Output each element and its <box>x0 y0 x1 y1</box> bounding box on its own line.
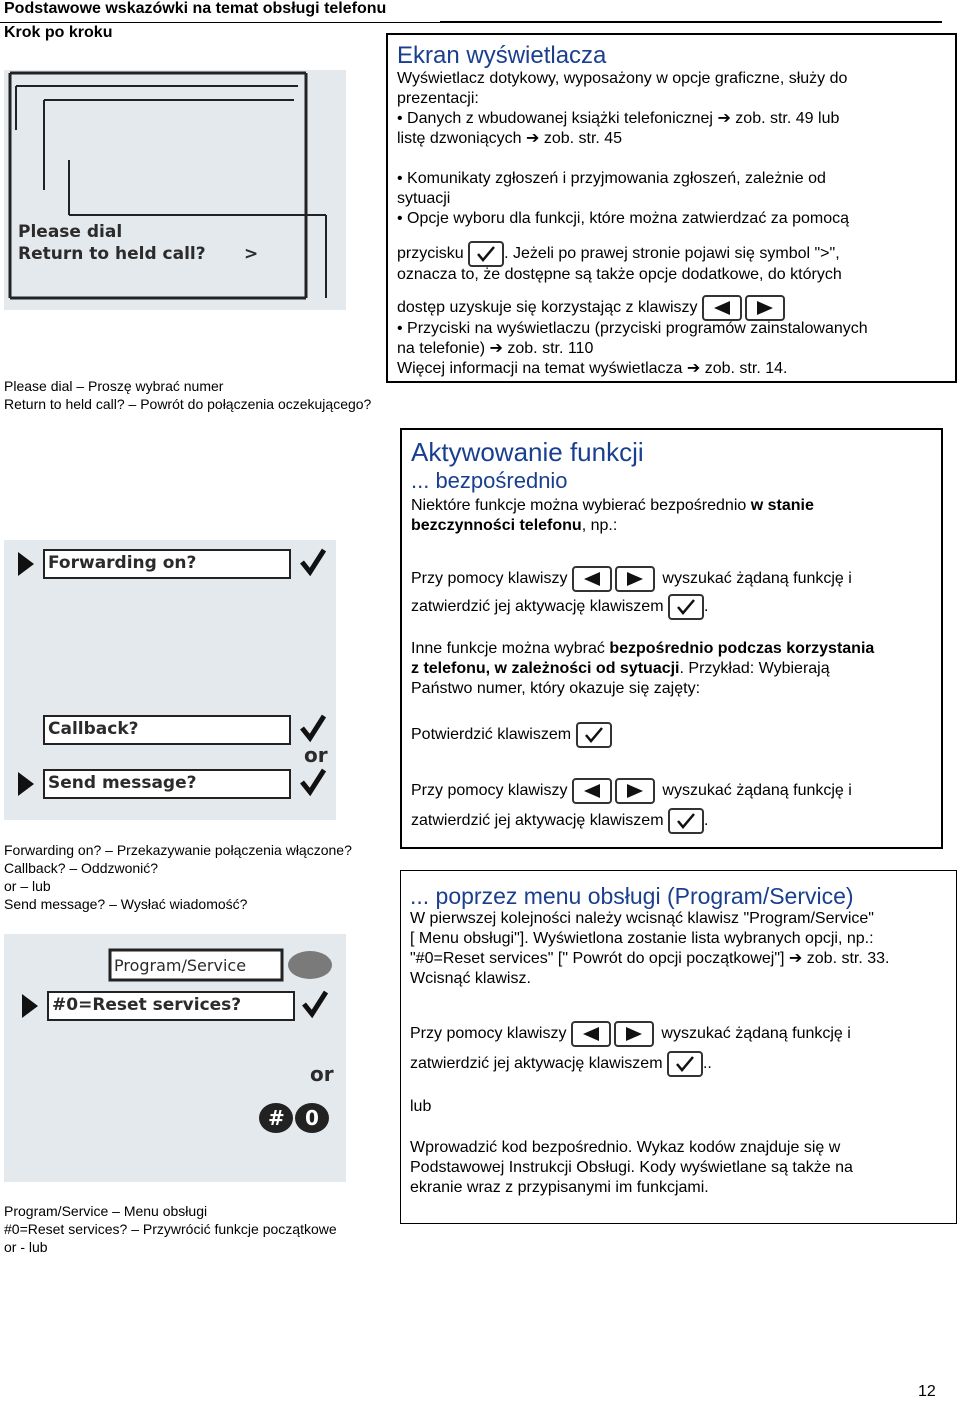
caption-or-lub: or - lub <box>4 1239 48 1255</box>
display-more-info-ref: zob. str. 14. <box>704 360 788 377</box>
search-step-text: Przy pomocy klawiszy <box>410 1025 567 1043</box>
lcd-callback: Callback? <box>48 719 139 739</box>
situational-search-step <box>411 778 852 804</box>
direct-para-bold2: bezczynności telefonu <box>411 517 582 534</box>
right-arrow-icon: ➔ <box>717 110 731 127</box>
direct-para-line1 <box>411 496 814 516</box>
display-info-box <box>386 33 957 383</box>
header-divider <box>0 22 942 23</box>
situational-text: Inne funkcje można wybrać <box>411 640 605 657</box>
situational-para-line1 <box>411 639 874 659</box>
menu-para-line1: W pierwszej kolejności należy wcisnąć klawisz "Program/Service" <box>410 910 874 927</box>
situational-bold: bezpośrednio podczas korzystania <box>609 640 875 657</box>
situational-para-line3: Państwo numer, który okazuje się zajęty: <box>411 680 701 697</box>
page-header-subtitle: Krok po kroku <box>4 24 113 41</box>
page-number: 12 <box>918 1383 936 1400</box>
bullet-options-line4 <box>397 295 788 321</box>
lcd-return-held-call: Return to held call? <box>18 244 206 264</box>
menu-para-line2: [ Menu obsługi"]. Wyświetlona zostanie lista wybranych opcji, np.: <box>410 930 874 947</box>
menu-para-ref: zob. str. 33. <box>806 950 890 967</box>
right-arrow-icon: ➔ <box>489 340 503 357</box>
left-right-arrow-keys-icon <box>572 566 658 592</box>
display-more-info-text: Więcej informacji na temat wyświetlacza <box>397 360 683 377</box>
direct-search-step <box>411 566 852 592</box>
lcd-send-message: Send message? <box>48 773 197 793</box>
bullet-options-line2 <box>397 241 840 267</box>
bullet-options: • Opcje wyboru dla funkcji, które można zatwierdzać za pomocą <box>397 210 850 227</box>
bullet-programs-line2 <box>397 339 593 359</box>
caption-please-dial: Please dial – Proszę wybrać numer <box>4 378 224 394</box>
bullet-programs-text: Przyciski na wyświetlaczu (przyciski programów zainstalowanych <box>407 320 868 337</box>
bullet-phonebook-ref: zob. str. 49 lub <box>735 110 840 127</box>
bullet-programs-text2: na telefonie) <box>397 340 486 357</box>
bullet-calllist <box>397 129 622 149</box>
bullet-options-line3: oznacza to, że dostępne są także opcje dodatkowe, do których <box>397 266 842 283</box>
direct-para-text: Niektóre funkcje można wybierać bezpośrednio <box>411 497 747 514</box>
right-arrow-icon: ➔ <box>686 360 701 377</box>
confirm-step-text: zatwierdzić jej aktywację klawiszem <box>410 1055 663 1073</box>
checkmark-key-icon <box>576 722 612 748</box>
caption-callback: Callback? – Oddzwonić? <box>4 860 159 876</box>
lcd-forwarding-on: Forwarding on? <box>48 553 197 573</box>
caption-reset-services: #0=Reset services? – Przywrócić funkcje początkowe <box>4 1221 337 1237</box>
bullet-phonebook: • Danych z wbudowanej książki telefonicznej ➔ zob. str. 49 lub <box>397 110 840 127</box>
search-step-text: Przy pomocy klawiszy <box>411 570 568 588</box>
caption-send-message: Send message? – Wysłać wiadomość? <box>4 896 248 912</box>
code-para-line1: Wprowadzić kod bezpośrednio. Wykaz kodów znajduje się w <box>410 1139 841 1156</box>
search-step-text2: wyszukać żądaną funkcję i <box>661 1025 851 1043</box>
bullet-messages-line2: sytuacji <box>397 190 451 207</box>
caption-return-held-call: Return to held call? – Powrót do połączenia oczekującego? <box>4 396 372 412</box>
bullet-messages-text: Komunikaty zgłoszeń i przyjmowania zgłoszeń, zależnie od <box>407 170 826 187</box>
caption-program-service: Program/Service – Menu obsługi <box>4 1203 208 1219</box>
checkmark-key-icon <box>468 241 504 267</box>
situational-text2: . Przykład: Wybierają <box>679 660 830 677</box>
bullet-calllist-ref: zob. str. 45 <box>543 130 623 147</box>
code-para-line3: ekranie wraz z przypisanymi im funkcjami. <box>410 1179 709 1196</box>
search-step-text2: wyszukać żądaną funkcję i <box>662 570 852 588</box>
direct-para-bold: w stanie <box>750 497 814 514</box>
left-right-arrow-keys-icon <box>572 778 658 804</box>
page-header-title: Podstawowe wskazówki na temat obsługi telefonu <box>4 0 387 17</box>
display-intro-line1: Wyświetlacz dotykowy, wyposażony w opcje graficzne, służy do <box>397 70 848 87</box>
right-arrow-icon: ➔ <box>525 130 540 147</box>
situational-para-line2 <box>411 659 830 679</box>
bullet-calllist-text: listę dzwoniących <box>397 130 522 147</box>
bullet-phonebook-text: Danych z wbudowanej książki telefonicznej <box>407 110 713 127</box>
situational-bold2: z telefonu, w zależności od sytuacji <box>411 660 680 677</box>
display-screen-illustration-3 <box>4 934 346 1182</box>
activation-menu-box <box>400 870 957 1224</box>
lcd-reset-services: #0=Reset services? <box>52 995 242 1015</box>
lcd-more-symbol: > <box>244 244 259 264</box>
menu-or-lub: lub <box>410 1098 432 1115</box>
confirm-key-text: Potwierdzić klawiszem <box>411 726 572 744</box>
menu-para-line4: Wcisnąć klawisz. <box>410 970 531 987</box>
confirm-step-text: zatwierdzić jej aktywację klawiszem <box>411 598 664 616</box>
zero-key-label: 0 <box>305 1106 319 1130</box>
code-para-line2: Podstawowej Instrukcji Obsługi. Kody wyświetlane są także na <box>410 1159 853 1176</box>
header-rule-right <box>440 21 942 22</box>
left-right-arrow-keys-icon <box>702 295 788 321</box>
bullet-options-text: Opcje wyboru dla funkcji, które można zatwierdzać za pomocą <box>407 210 850 227</box>
situational-confirm-step: zatwierdzić jej aktywację klawiszem . <box>411 808 708 834</box>
checkmark-key-icon <box>667 1051 703 1077</box>
direct-para-end: , np.: <box>581 517 618 534</box>
display-screen-illustration-1 <box>4 70 346 310</box>
direct-confirm-step: zatwierdzić jej aktywację klawiszem . <box>411 594 708 620</box>
program-service-key-label: Program/Service <box>114 956 247 975</box>
direct-subtitle: ... bezpośrednio <box>411 468 568 493</box>
hash-key-label: # <box>268 1106 285 1130</box>
menu-confirm-step: zatwierdzić jej aktywację klawiszem .. <box>410 1051 712 1077</box>
bullet-programs: • Przyciski na wyświetlaczu (przyciski programów zainstalowanych <box>397 320 868 337</box>
confirm-step-text: zatwierdzić jej aktywację klawiszem <box>411 812 664 830</box>
display-screen-illustration-2 <box>4 540 336 820</box>
direct-para-line2 <box>411 516 617 536</box>
display-more-info <box>397 359 787 379</box>
menu-para-line3 <box>410 949 889 969</box>
menu-subtitle: ... poprzez menu obsługi (Program/Service) <box>410 883 854 909</box>
lcd-frame-lines <box>4 70 346 310</box>
menu-search-step <box>410 1021 851 1047</box>
bullet-options-nav-text: dostęp uzyskuje się korzystając z klawiszy <box>397 299 698 317</box>
search-step-text2: wyszukać żądaną funkcję i <box>662 782 852 800</box>
bullet-messages: • Komunikaty zgłoszeń i przyjmowania zgłoszeń, zależnie od <box>397 170 826 187</box>
caption-or: or – lub <box>4 878 51 894</box>
menu-para-text3: "#0=Reset services" [" Powrót do opcji początkowej"] <box>410 950 785 967</box>
display-box-title: Ekran wyświetlacza <box>397 42 607 69</box>
left-right-arrow-keys-icon <box>571 1021 657 1047</box>
bullet-options-button-text: przycisku <box>397 245 464 263</box>
activation-box-title: Aktywowanie funkcji <box>411 437 644 467</box>
confirm-key-step <box>411 722 612 748</box>
bullet-programs-ref: zob. str. 110 <box>507 340 594 357</box>
search-step-text: Przy pomocy klawiszy <box>411 782 568 800</box>
display-intro-line2: prezentacji: <box>397 90 479 107</box>
right-arrow-icon: ➔ <box>788 950 803 967</box>
lcd-please-dial: Please dial <box>18 222 123 242</box>
activation-direct-box <box>400 428 943 849</box>
lcd-or: or <box>304 743 328 767</box>
lcd-or: or <box>310 1062 334 1086</box>
bullet-options-more-symbol: . Jeżeli po prawej stronie pojawi się symbol ">", <box>504 245 840 263</box>
checkmark-key-icon <box>668 594 704 620</box>
caption-forwarding-on: Forwarding on? – Przekazywanie połączenia włączone? <box>4 842 352 858</box>
checkmark-key-icon <box>668 808 704 834</box>
